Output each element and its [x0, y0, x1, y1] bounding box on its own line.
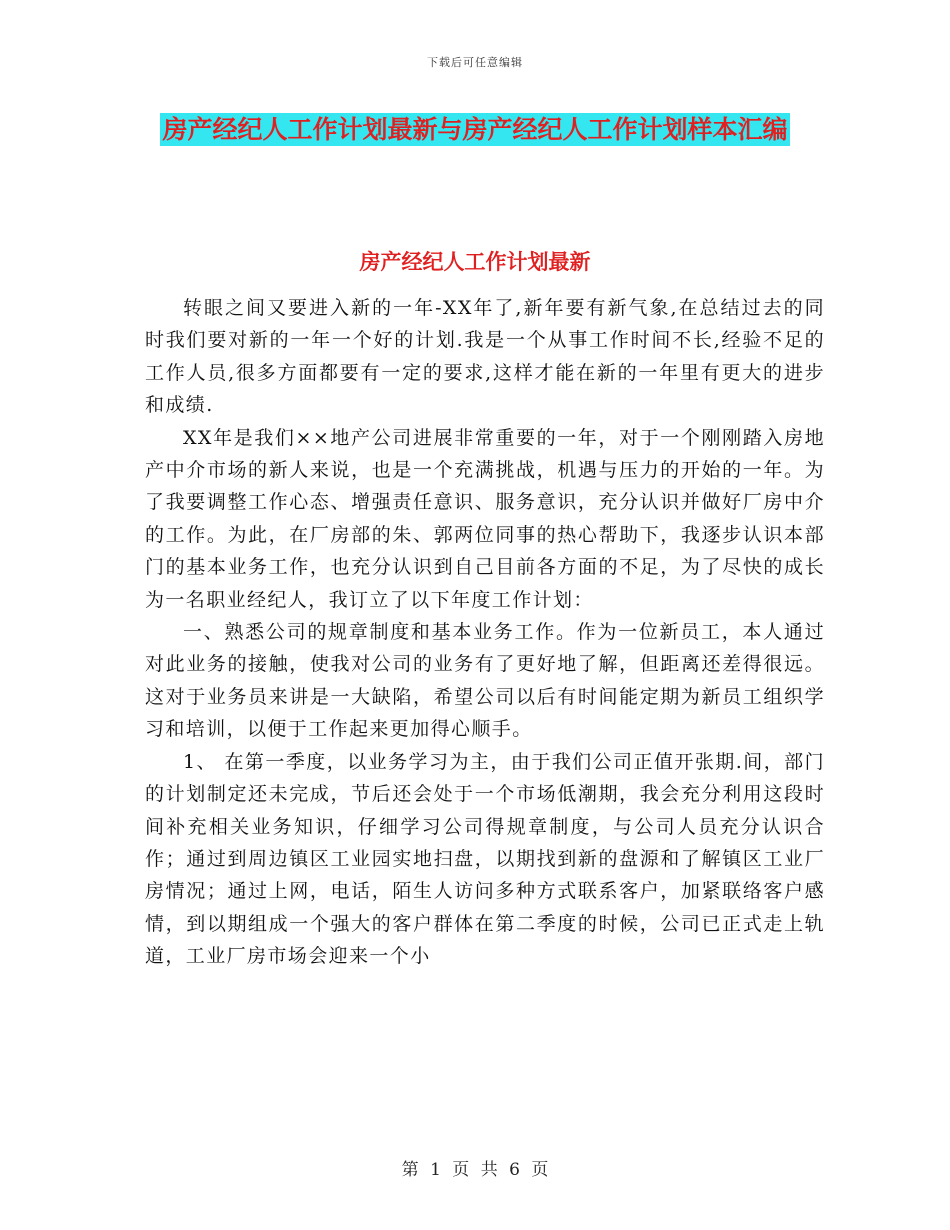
paragraph: XX年是我们××地产公司进展非常重要的一年，对于一个刚刚踏入房地产中介市场的新人来说，也是一个充满挑战，机遇与压力的开始的一年。为了我要调整工作心态、增强责任意识、服务意识，充分认识并做好厂房中介的工作。为此，在厂房部的朱、郭两位同事的热心帮助下，我逐步认识本部门的基本业务工作，也充分认识到自己目前各方面的不足，为了尽快的成长为一名职业经纪人，我订立了以下年度工作计划：	[145, 426, 825, 611]
document-title	[140, 108, 810, 152]
page-number-footer: 第 1 页 共 6 页	[401, 1160, 549, 1180]
section-title: 房产经纪人工作计划最新	[359, 250, 591, 274]
document-title-text: 房产经纪人工作计划最新与房产经纪人工作计划样本汇编	[162, 115, 788, 144]
paragraph: 一、熟悉公司的规章制度和基本业务工作。作为一位新员工，本人通过对此业务的接触，使我对公司的业务有了更好地了解，但距离还差得很远。这对于业务员来讲是一大缺陷，希望公司以后有时间能定期为新员工组织学习和培训，以便于工作起来更加得心顺手。	[145, 621, 825, 741]
header-note: 下载后可任意编辑	[427, 56, 523, 69]
paragraph: 转眼之间又要进入新的一年-XX年了,新年要有新气象,在总结过去的同时我们要对新的一年一个好的计划.我是一个从事工作时间不长,经验不足的工作人员,很多方面都要有一定的要求,这样才能在新的一年里有更大的进步和成绩.	[145, 297, 825, 417]
body-text	[145, 292, 825, 973]
paragraph: 1、 在第一季度，以业务学习为主，由于我们公司正值开张期.间，部门的计划制定还未完成，节后还会处于一个市场低潮期，我会充分利用这段时间补充相关业务知识，仔细学习公司得规章制度，与公司人员充分认识合作；通过到周边镇区工业园实地扫盘，以期找到新的盘源和了解镇区工业厂房情况；通过上网，电话，陌生人访问多种方式联系客户，加紧联络客户感情，到以期组成一个强大的客户群体在第二季度的时候，公司已正式走上轨道，工业厂房市场会迎来一个小	[145, 750, 825, 968]
